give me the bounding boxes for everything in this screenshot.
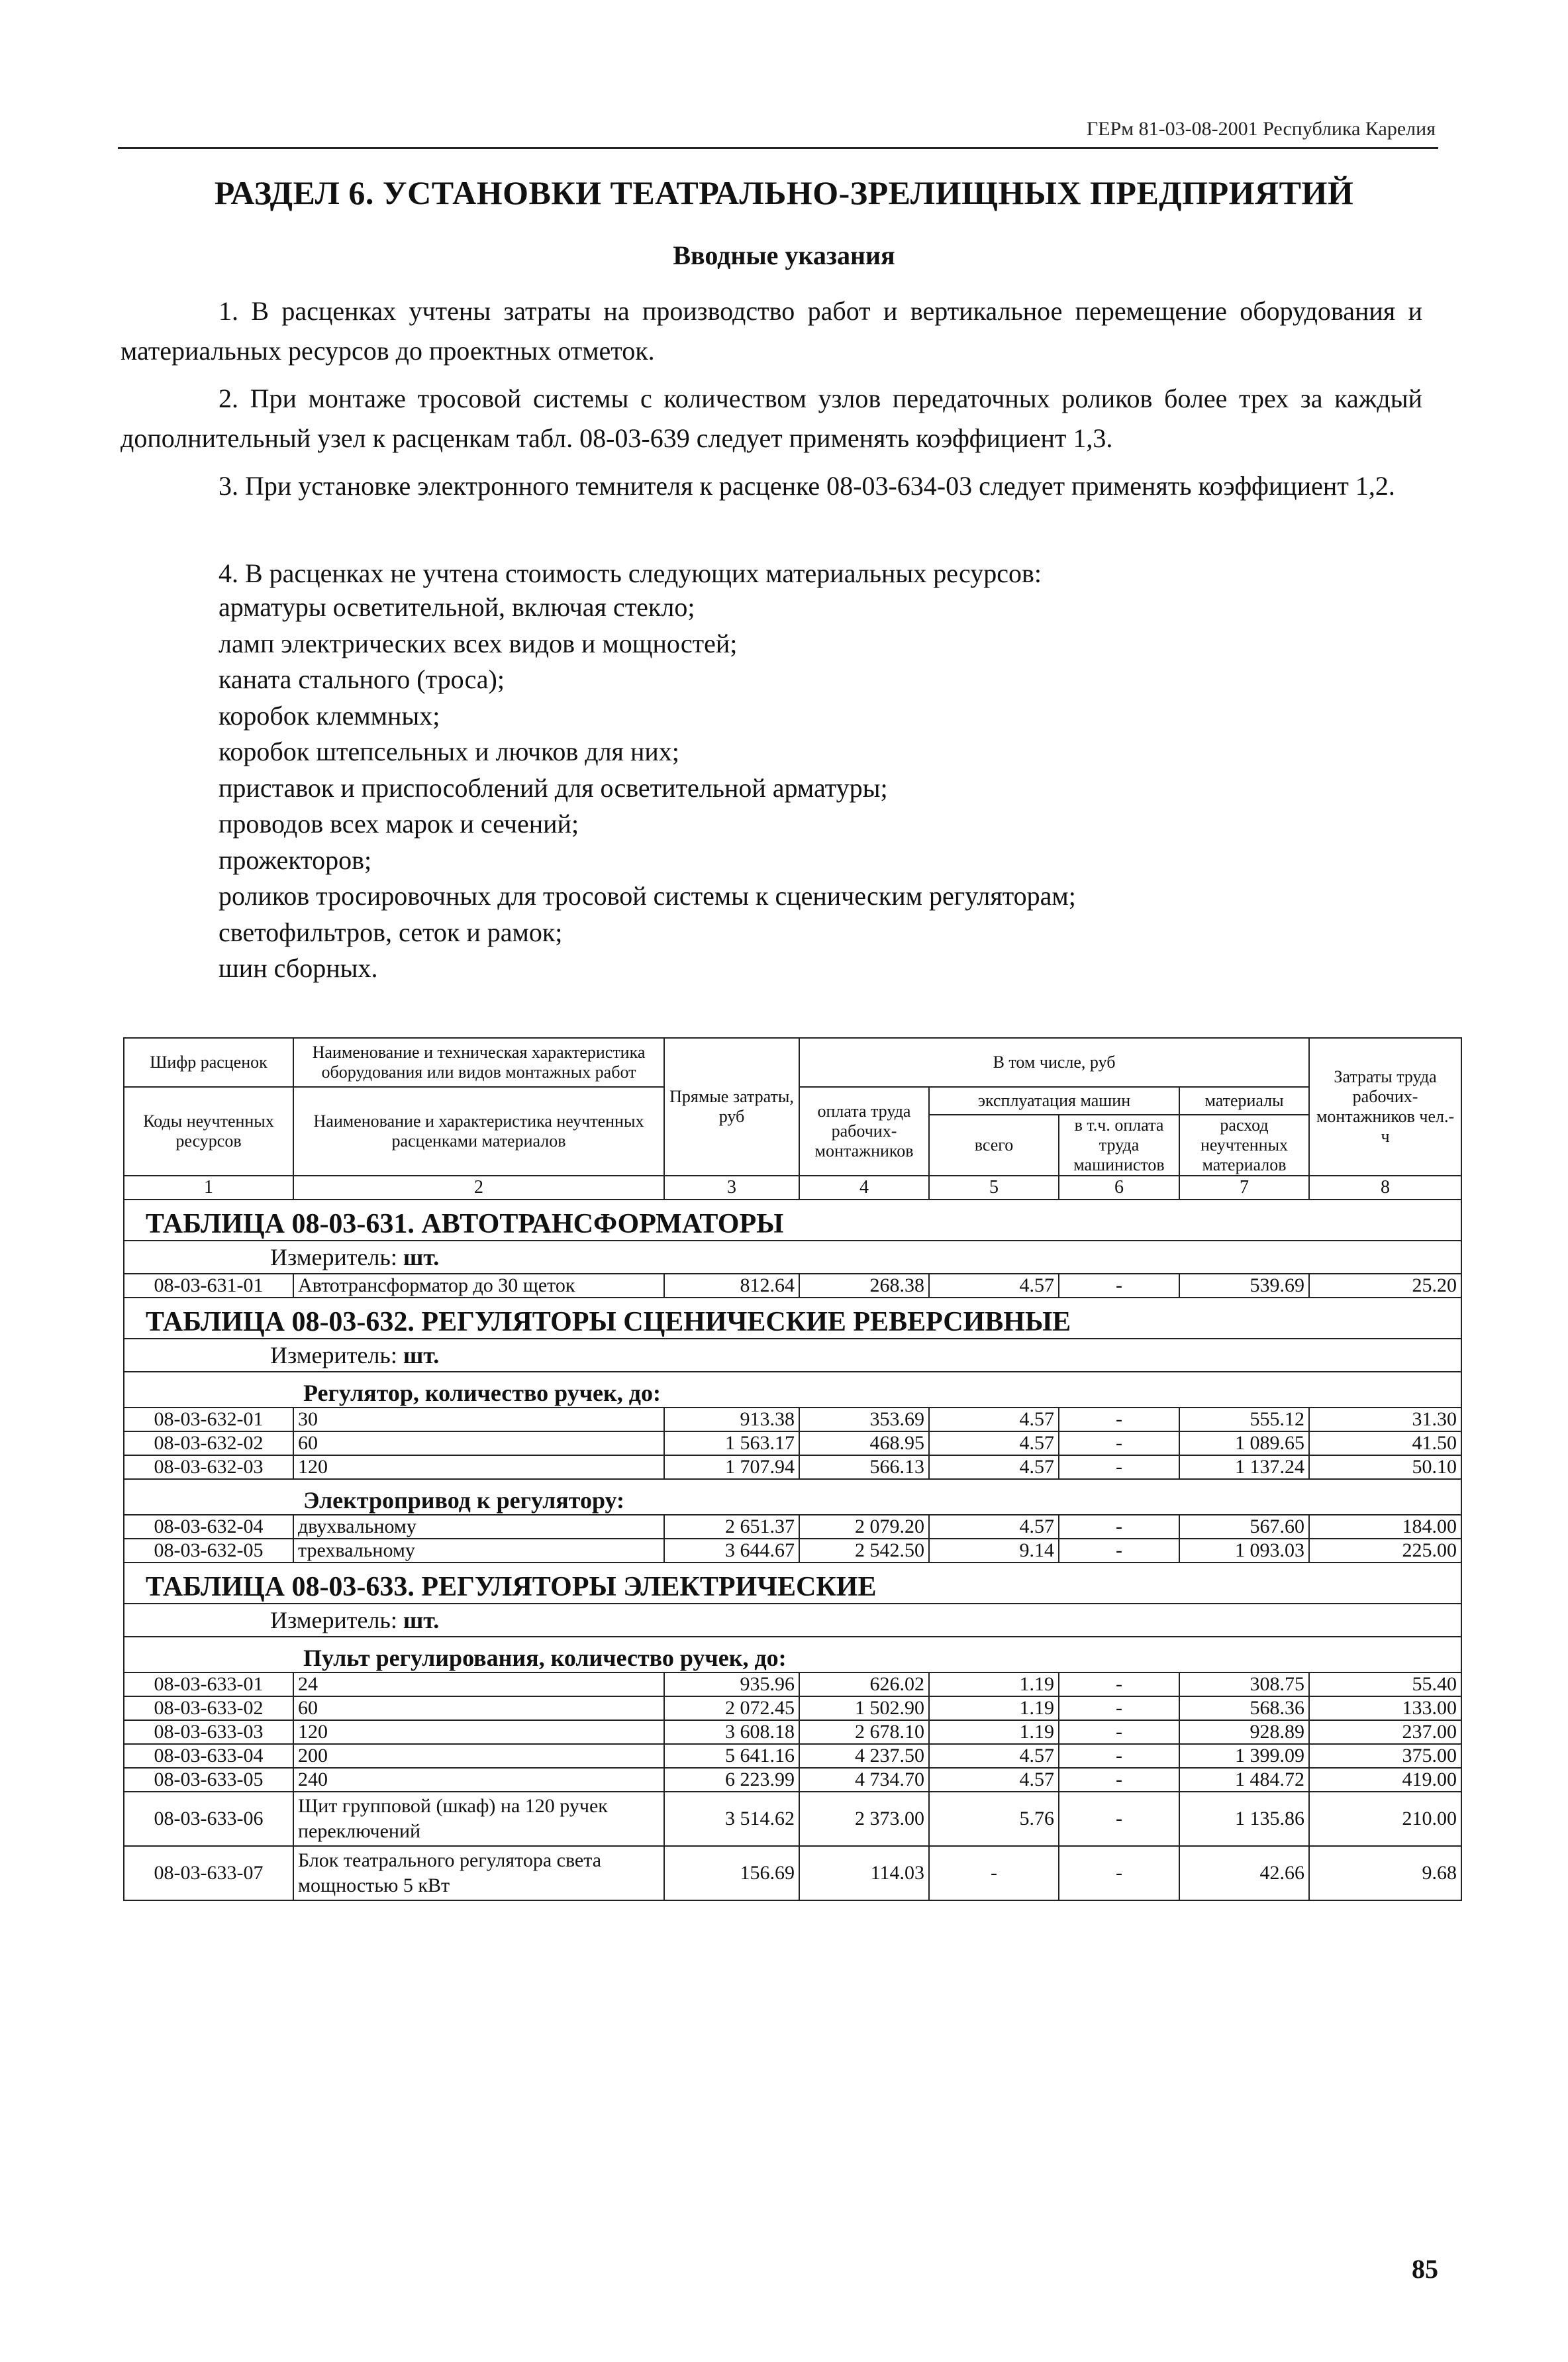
materials-cost: 308.75 <box>1179 1672 1309 1696</box>
list-item: приставок и приспособлений для осветительной арматуры; <box>219 772 888 803</box>
table-title-row <box>124 1200 1461 1241</box>
machinist-pay: - <box>1059 1274 1179 1298</box>
machines-total: 1.19 <box>929 1696 1059 1720</box>
materials-cost: 1 399.09 <box>1179 1744 1309 1768</box>
rate-name: 60 <box>293 1696 664 1720</box>
labor-pay: 2 079.20 <box>799 1515 929 1539</box>
rate-code: 08-03-633-07 <box>124 1846 293 1900</box>
header-machines: эксплуатация машин <box>929 1087 1179 1115</box>
labor-hours: 25.20 <box>1309 1274 1461 1298</box>
header-machinist-pay: в т.ч. оплата труда машинистов <box>1059 1115 1179 1176</box>
measure-unit <box>124 1339 1461 1372</box>
materials-cost: 928.89 <box>1179 1720 1309 1744</box>
machinist-pay: - <box>1059 1408 1179 1431</box>
materials-cost: 568.36 <box>1179 1696 1309 1720</box>
rate-name: 120 <box>293 1455 664 1479</box>
table-title-row <box>124 1563 1461 1604</box>
header-cipher: Шифр расценок <box>124 1038 293 1087</box>
header-name: Наименование и техническая характеристика оборудования или видов монтажных работ <box>293 1038 664 1087</box>
rate-name: 30 <box>293 1408 664 1431</box>
column-number: 6 <box>1059 1176 1179 1200</box>
rate-code: 08-03-632-04 <box>124 1515 293 1539</box>
rate-code: 08-03-633-02 <box>124 1696 293 1720</box>
table-row <box>124 1696 1461 1720</box>
measure-value: шт. <box>403 1244 440 1270</box>
labor-pay: 2 678.10 <box>799 1720 929 1744</box>
intro-paragraph-3: 3. При установке электронного темнителя к расценке 08-03-634-03 следует применять коэффициент 1,2. <box>219 471 1395 501</box>
rate-name: 240 <box>293 1768 664 1792</box>
list-item: проводов всех марок и сечений; <box>219 809 579 839</box>
rate-name: 120 <box>293 1720 664 1744</box>
materials-cost: 555.12 <box>1179 1408 1309 1431</box>
header-labor-costs: Затраты труда рабочих-монтажников чел.-ч <box>1309 1038 1461 1176</box>
table-title: ТАБЛИЦА 08-03-632. РЕГУЛЯТОРЫ СЦЕНИЧЕСКИЕ РЕВЕРСИВНЫЕ <box>124 1298 1461 1339</box>
labor-hours: 41.50 <box>1309 1431 1461 1455</box>
table-row <box>124 1744 1461 1768</box>
labor-hours: 184.00 <box>1309 1515 1461 1539</box>
machines-total: 4.57 <box>929 1274 1059 1298</box>
list-item: коробок клеммных; <box>219 700 440 731</box>
machinist-pay: - <box>1059 1539 1179 1563</box>
machines-total: 1.19 <box>929 1672 1059 1696</box>
direct-costs: 935.96 <box>664 1672 799 1696</box>
labor-pay: 566.13 <box>799 1455 929 1479</box>
table-row <box>124 1431 1461 1455</box>
column-number: 2 <box>293 1176 664 1200</box>
rate-name: Щит групповой (шкаф) на 120 ручек переключений <box>293 1792 664 1846</box>
header-name-materials: Наименование и характеристика неучтенных расценками материалов <box>293 1087 664 1176</box>
table-row <box>124 1539 1461 1563</box>
rate-name: 200 <box>293 1744 664 1768</box>
table-title: ТАБЛИЦА 08-03-633. РЕГУЛЯТОРЫ ЭЛЕКТРИЧЕСКИЕ <box>124 1563 1461 1604</box>
rate-code: 08-03-633-05 <box>124 1768 293 1792</box>
direct-costs: 2 651.37 <box>664 1515 799 1539</box>
list-item: ламп электрических всех видов и мощностей; <box>219 628 738 658</box>
rate-code: 08-03-633-03 <box>124 1720 293 1744</box>
direct-costs: 812.64 <box>664 1274 799 1298</box>
machinist-pay: - <box>1059 1431 1179 1455</box>
labor-pay: 2 373.00 <box>799 1792 929 1846</box>
column-number: 1 <box>124 1176 293 1200</box>
machinist-pay: - <box>1059 1455 1179 1479</box>
unaccounted-resources-list <box>219 590 1076 987</box>
header-labor-pay: оплата труда рабочих-монтажников <box>799 1087 929 1176</box>
header-machines-total: всего <box>929 1115 1059 1176</box>
list-item: коробок штепсельных и лючков для них; <box>219 737 679 766</box>
rate-name: Блок театрального регулятора света мощностью 5 кВт <box>293 1846 664 1900</box>
materials-cost: 567.60 <box>1179 1515 1309 1539</box>
table-row <box>124 1672 1461 1696</box>
machines-total: 1.19 <box>929 1720 1059 1744</box>
rate-code: 08-03-632-02 <box>124 1431 293 1455</box>
header-resource-codes: Коды неучтенных ресурсов <box>124 1087 293 1176</box>
intro-title: Вводные указания <box>673 240 895 270</box>
rate-code: 08-03-633-06 <box>124 1792 293 1846</box>
list-item: светофильтров, сеток и рамок; <box>219 917 563 947</box>
materials-cost: 539.69 <box>1179 1274 1309 1298</box>
measure-unit <box>124 1604 1461 1637</box>
header-direct-costs: Прямые затраты, руб <box>664 1038 799 1176</box>
labor-pay: 4 237.50 <box>799 1744 929 1768</box>
labor-hours: 210.00 <box>1309 1792 1461 1846</box>
materials-cost: 1 484.72 <box>1179 1768 1309 1792</box>
machinist-pay: - <box>1059 1768 1179 1792</box>
labor-hours: 31.30 <box>1309 1408 1461 1431</box>
rates-table <box>123 1037 1462 1901</box>
direct-costs: 1 563.17 <box>664 1431 799 1455</box>
machines-total: 4.57 <box>929 1768 1059 1792</box>
direct-costs: 5 641.16 <box>664 1744 799 1768</box>
machinist-pay: - <box>1059 1515 1179 1539</box>
machinist-pay: - <box>1059 1846 1179 1900</box>
list-item: арматуры осветительной, включая стекло; <box>219 592 695 622</box>
direct-costs: 6 223.99 <box>664 1768 799 1792</box>
header-including: В том числе, руб <box>799 1038 1309 1087</box>
materials-cost: 1 089.65 <box>1179 1431 1309 1455</box>
subgroup-title: Пульт регулирования, количество ручек, до: <box>124 1637 1461 1672</box>
machinist-pay: - <box>1059 1672 1179 1696</box>
labor-pay: 1 502.90 <box>799 1696 929 1720</box>
measure-label: Измеритель: <box>270 1342 397 1368</box>
machines-total: 4.57 <box>929 1744 1059 1768</box>
labor-hours: 419.00 <box>1309 1768 1461 1792</box>
subgroup-row <box>124 1479 1461 1515</box>
labor-hours: 375.00 <box>1309 1744 1461 1768</box>
materials-cost: 1 137.24 <box>1179 1455 1309 1479</box>
labor-hours: 225.00 <box>1309 1539 1461 1563</box>
intro-paragraph-4: 4. В расценках не учтена стоимость следующих материальных ресурсов: <box>219 558 1042 588</box>
machines-total: - <box>929 1846 1059 1900</box>
labor-hours: 9.68 <box>1309 1846 1461 1900</box>
labor-hours: 237.00 <box>1309 1720 1461 1744</box>
document-code: ГЕРм 81-03-08-2001 Республика Карелия <box>1086 118 1436 140</box>
rate-name: 24 <box>293 1672 664 1696</box>
table-row <box>124 1768 1461 1792</box>
measure-label: Измеритель: <box>270 1607 397 1633</box>
intro-paragraph-2: 2. При монтаже тросовой системы с количеством узлов передаточных роликов более трех за каждый дополнительный узел к расценкам табл. 08-03-639 следует применять коэффициент 1,3. <box>121 384 1422 453</box>
machinist-pay: - <box>1059 1792 1179 1846</box>
table-title: ТАБЛИЦА 08-03-631. АВТОТРАНСФОРМАТОРЫ <box>124 1200 1461 1241</box>
subgroup-row <box>124 1372 1461 1408</box>
direct-costs: 2 072.45 <box>664 1696 799 1720</box>
labor-hours: 55.40 <box>1309 1672 1461 1696</box>
measure-unit <box>124 1241 1461 1274</box>
table-row <box>124 1515 1461 1539</box>
direct-costs: 3 644.67 <box>664 1539 799 1563</box>
column-numbers-row <box>124 1176 1461 1200</box>
rate-code: 08-03-632-01 <box>124 1408 293 1431</box>
table-row <box>124 1846 1461 1900</box>
page-number: 85 <box>1412 2254 1438 2284</box>
column-number: 4 <box>799 1176 929 1200</box>
table-row <box>124 1455 1461 1479</box>
labor-hours: 50.10 <box>1309 1455 1461 1479</box>
measure-row <box>124 1339 1461 1372</box>
subgroup-title: Регулятор, количество ручек, до: <box>124 1372 1461 1408</box>
direct-costs: 913.38 <box>664 1408 799 1431</box>
labor-pay: 353.69 <box>799 1408 929 1431</box>
materials-cost: 1 093.03 <box>1179 1539 1309 1563</box>
column-number: 7 <box>1179 1176 1309 1200</box>
rate-name: 60 <box>293 1431 664 1455</box>
machines-total: 4.57 <box>929 1455 1059 1479</box>
direct-costs: 3 514.62 <box>664 1792 799 1846</box>
rate-code: 08-03-633-01 <box>124 1672 293 1696</box>
subgroup-row <box>124 1637 1461 1672</box>
table-row <box>124 1792 1461 1846</box>
rate-code: 08-03-632-05 <box>124 1539 293 1563</box>
labor-hours: 133.00 <box>1309 1696 1461 1720</box>
measure-row <box>124 1241 1461 1274</box>
table-row <box>124 1274 1461 1298</box>
machines-total: 5.76 <box>929 1792 1059 1846</box>
machines-total: 9.14 <box>929 1539 1059 1563</box>
measure-row <box>124 1604 1461 1637</box>
direct-costs: 1 707.94 <box>664 1455 799 1479</box>
table-row <box>124 1408 1461 1431</box>
machines-total: 4.57 <box>929 1515 1059 1539</box>
measure-value: шт. <box>403 1607 440 1633</box>
labor-pay: 468.95 <box>799 1431 929 1455</box>
list-item: каната стального (троса); <box>219 664 505 694</box>
table-body <box>124 1200 1461 1900</box>
machines-total: 4.57 <box>929 1408 1059 1431</box>
intro-paragraph-1: 1. В расценках учтены затраты на производство работ и вертикальное перемещение оборудования и материальных ресурсов до проектных отметок. <box>121 296 1422 366</box>
materials-cost: 1 135.86 <box>1179 1792 1309 1846</box>
machinist-pay: - <box>1059 1696 1179 1720</box>
column-number: 8 <box>1309 1176 1461 1200</box>
header-materials: материалы <box>1179 1087 1309 1115</box>
labor-pay: 626.02 <box>799 1672 929 1696</box>
labor-pay: 114.03 <box>799 1846 929 1900</box>
header-divider <box>118 147 1438 149</box>
materials-cost: 42.66 <box>1179 1846 1309 1900</box>
table-header <box>124 1038 1461 1200</box>
header-materials-consumption: расход неучтенных материалов <box>1179 1115 1309 1176</box>
measure-label: Измеритель: <box>270 1244 397 1270</box>
column-number: 3 <box>664 1176 799 1200</box>
labor-pay: 4 734.70 <box>799 1768 929 1792</box>
table-title-row <box>124 1298 1461 1339</box>
labor-pay: 2 542.50 <box>799 1539 929 1563</box>
list-item: шин сборных. <box>219 953 378 983</box>
list-item: прожекторов; <box>219 845 372 875</box>
direct-costs: 3 608.18 <box>664 1720 799 1744</box>
rate-code: 08-03-633-04 <box>124 1744 293 1768</box>
direct-costs: 156.69 <box>664 1846 799 1900</box>
table-row <box>124 1720 1461 1744</box>
machinist-pay: - <box>1059 1720 1179 1744</box>
rate-code: 08-03-632-03 <box>124 1455 293 1479</box>
machinist-pay: - <box>1059 1744 1179 1768</box>
subgroup-title: Электропривод к регулятору: <box>124 1479 1461 1515</box>
machines-total: 4.57 <box>929 1431 1059 1455</box>
rate-name: трехвальному <box>293 1539 664 1563</box>
rate-name: двухвальному <box>293 1515 664 1539</box>
section-title: РАЗДЕЛ 6. УСТАНОВКИ ТЕАТРАЛЬНО-ЗРЕЛИЩНЫХ ПРЕДПРИЯТИЙ <box>214 174 1354 211</box>
column-number: 5 <box>929 1176 1059 1200</box>
measure-value: шт. <box>403 1342 440 1368</box>
labor-pay: 268.38 <box>799 1274 929 1298</box>
list-item: роликов тросировочных для тросовой системы к сценическим регуляторам; <box>219 881 1076 911</box>
rate-code: 08-03-631-01 <box>124 1274 293 1298</box>
rate-name: Автотрансформатор до 30 щеток <box>293 1274 664 1298</box>
